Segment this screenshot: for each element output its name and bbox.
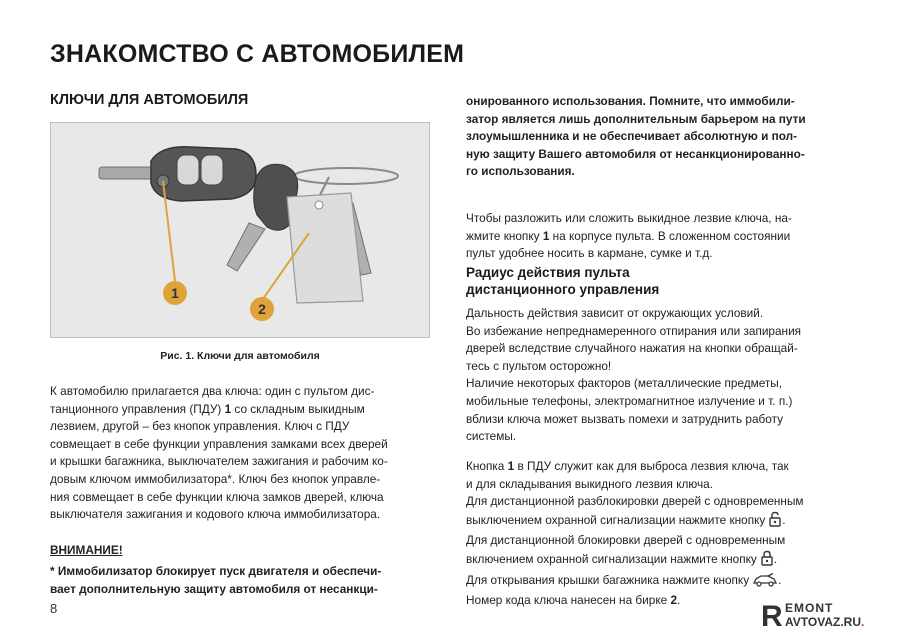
text-line: и крышки багажника, выключателем зажигания и рабочим ко- (50, 454, 388, 469)
logo-top-text: EMONT (785, 601, 834, 615)
blade-paragraph (466, 210, 846, 263)
section-title: КЛЮЧИ ДЛЯ АВТОМОБИЛЯ (50, 92, 249, 108)
callout-ref: 2 (670, 593, 678, 608)
text-line: Во избежание непреднамеренного отпирания или запирания (466, 323, 802, 338)
tag-hole (315, 201, 323, 209)
text-line: Для открывания крышки багажника нажмите кнопку . (466, 572, 846, 593)
page-number: 8 (50, 601, 58, 616)
remote-button-lock (201, 155, 223, 185)
text-line: пульт удобнее носить в кармане, сумке и т.д. (466, 246, 713, 261)
text-line: тесь с пультом осторожно! (466, 358, 612, 373)
range-subheading (466, 264, 846, 298)
callout-2-label: 2 (258, 301, 266, 317)
immobilizer-note (466, 93, 846, 181)
callout-1-label: 1 (171, 285, 179, 301)
page-title: ЗНАКОМСТВО С АВТОМОБИЛЕМ (50, 40, 465, 68)
text-line: вает дополнительную защиту автомобиля от несанкци- (50, 581, 378, 596)
text-line: К автомобилю прилагается два ключа: один с пультом дис- (50, 384, 375, 398)
key-ring (294, 168, 398, 184)
car-trunk-icon (752, 573, 778, 593)
text-line: лезвием, другой – без кнопок управления. Ключ с ПДУ (50, 419, 350, 434)
figure-caption: Рис. 1. Ключи для автомобиля (160, 350, 320, 362)
text-line: дверей вследствие случайного нажатия на кнопки обращай- (466, 341, 798, 356)
text-line: Для дистанционной разблокировки дверей с одновременным (466, 494, 804, 509)
callout-ref: 1 (507, 459, 515, 473)
keys-figure (50, 122, 430, 338)
text-line: дистанционного управления (466, 282, 660, 297)
warning-text (50, 563, 430, 598)
text-line: го использования. (466, 164, 575, 179)
buttons-paragraph (466, 458, 846, 610)
plain-key-blade (227, 223, 265, 271)
text-line: системы. (466, 429, 517, 444)
text-line: Для дистанционной блокировки дверей с одновременным (466, 533, 786, 548)
keys-illustration (51, 123, 429, 337)
range-paragraph (466, 305, 846, 446)
text-segment: включением охранной сигнализации нажмите кнопку (466, 551, 757, 566)
text-line: ную защиту Вашего автомобиля от несанкционированно- (466, 146, 805, 161)
intro-paragraph (50, 383, 430, 524)
lock-icon (760, 550, 774, 572)
text-line: довым ключом иммобилизатора*. Ключ без кнопок управле- (50, 471, 381, 486)
text-line: совмещает в себе функции управления замками всех дверей (50, 436, 388, 451)
text-line: Наличие некоторых факторов (металлические предметы, (466, 376, 783, 391)
text-line: жмите кнопку 1 на корпусе пульта. В сложенном состоянии (466, 228, 791, 243)
text-line: и для складывания выкидного лезвия ключа. (466, 476, 713, 491)
unlock-icon (768, 511, 782, 533)
text-line: онированного использования. Помните, что иммобили- (466, 94, 795, 108)
text-line: Кнопка 1 в ПДУ служит как для выброса лезвия ключа, так (466, 459, 789, 473)
remote-button-unlock (177, 155, 199, 185)
text-line: выключателя зажигания и кодового ключа иммобилизатора. (50, 507, 381, 522)
text-segment: Для открывания крышки багажника нажмите кнопку (466, 572, 750, 587)
text-line: Дальность действия зависит от окружающих условий. (466, 306, 764, 320)
text-line: злоумышленника и не обеспечивает абсолютную и пол- (466, 129, 798, 144)
text-line: Чтобы разложить или сложить выкидное лезвие ключа, на- (466, 211, 792, 225)
logo-bottom-text (785, 615, 864, 629)
text-line: мобильные телефоны, электромагнитное излучение и т. п.) (466, 393, 793, 408)
logo-dot: . (861, 615, 865, 629)
site-logo (755, 598, 895, 634)
text-line: выключением охранной сигнализации нажмите кнопку . (466, 511, 846, 533)
callout-ref: 1 (224, 401, 232, 416)
text-line: Номер кода ключа нанесен на бирке 2. (466, 593, 681, 608)
text-line: вблизи ключа может вызвать помехи и затруднить работу (466, 411, 784, 426)
callout-ref: 1 (542, 228, 550, 243)
text-segment: танционного управления (ПДУ) 1 со складным выкидным (50, 401, 365, 416)
warning-title: ВНИМАНИЕ! (50, 543, 123, 557)
logo-bottom-label: AVTOVAZ.RU (785, 615, 862, 629)
text-line: включением охранной сигнализации нажмите кнопку . (466, 550, 846, 572)
text-line: Радиус действия пульта (466, 265, 630, 280)
text-line: ния совмещает в себе функции ключа замков дверей, ключа (50, 489, 384, 504)
text-line: * Иммобилизатор блокирует пуск двигателя и обеспечи- (50, 564, 382, 578)
logo-letter: R (761, 600, 783, 633)
text-segment: выключением охранной сигнализации нажмите кнопку (466, 512, 766, 527)
text-line: затор является лишь дополнительным барьером на пути (466, 111, 806, 126)
text-line (50, 401, 430, 419)
